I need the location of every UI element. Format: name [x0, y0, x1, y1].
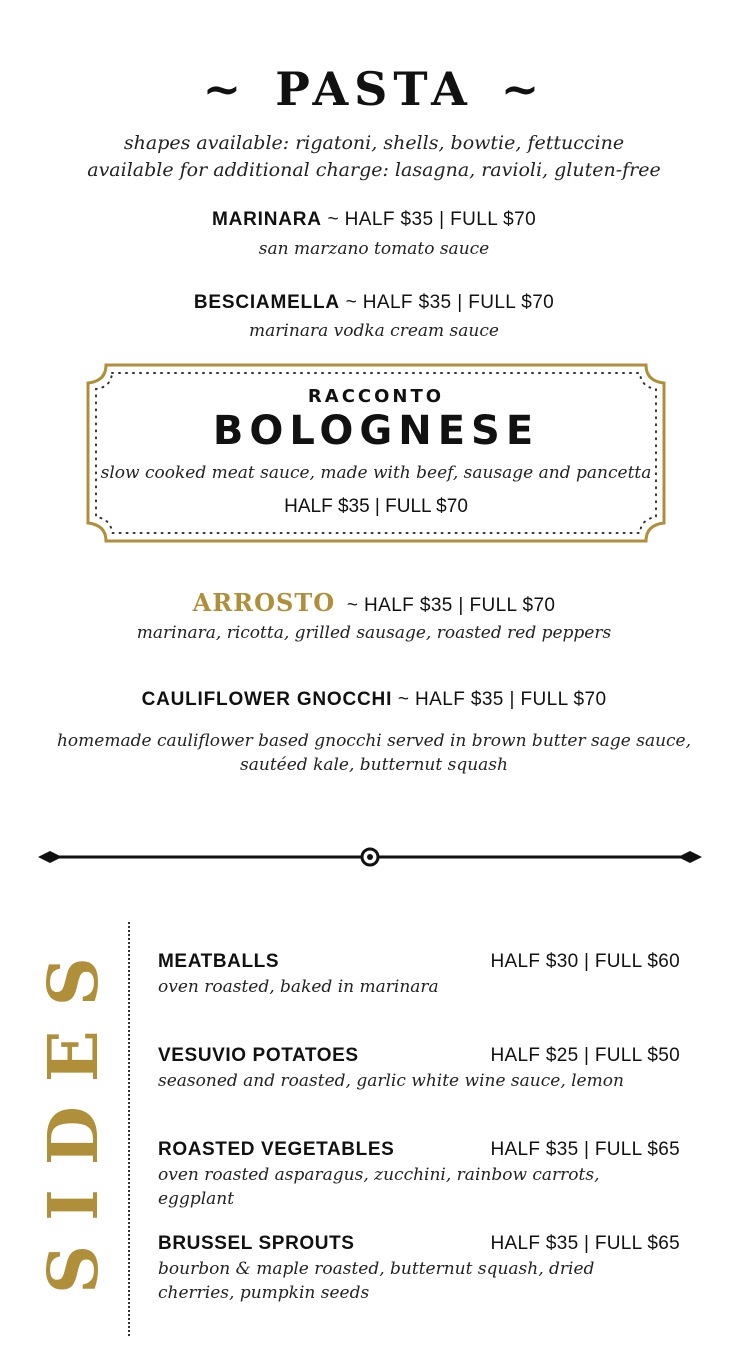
item-price: HALF $35 | FULL $70	[362, 292, 555, 313]
side-name: ROASTED VEGETABLES	[158, 1139, 395, 1160]
item-name: MARINARA	[211, 209, 322, 230]
side-item-meatballs	[158, 951, 680, 999]
item-separator: ~	[345, 292, 358, 313]
side-name: VESUVIO POTATOES	[158, 1045, 359, 1066]
item-name: CAULIFLOWER GNOCCHI	[141, 689, 393, 710]
title-ornament-right: ~	[500, 62, 546, 116]
item-separator: ~	[397, 689, 410, 710]
featured-item-bolognese	[86, 363, 666, 543]
item-description: marinara vodka cream sauce	[249, 321, 499, 341]
featured-kicker: RACCONTO	[307, 386, 445, 407]
side-name: BRUSSEL SPROUTS	[158, 1233, 355, 1254]
featured-price: HALF $35 | FULL $70	[284, 496, 468, 517]
page-title	[0, 62, 748, 116]
sides-dotted-rule	[128, 922, 130, 1336]
side-item-brussel-sprouts	[158, 1233, 680, 1305]
subtitle-additional: available for additional charge: lasagna, ravioli, gluten-free	[87, 159, 661, 181]
item-description-line-1: homemade cauliflower based gnocchi served in brown butter sage sauce,	[56, 731, 692, 751]
item-description: san marzano tomato sauce	[258, 239, 490, 259]
featured-description: slow cooked meat sauce, made with beef, sausage and pancetta	[100, 463, 652, 483]
side-name: MEATBALLS	[158, 951, 280, 972]
menu-item-cauliflower-gnocchi	[0, 689, 748, 711]
sides-heading-text: SIDES	[34, 933, 114, 1294]
subtitle-shapes: shapes available: rigatoni, shells, bowtie, fettuccine	[123, 132, 625, 154]
side-price: HALF $35 | FULL $65	[490, 1233, 680, 1254]
side-price: HALF $25 | FULL $50	[490, 1045, 680, 1066]
sides-heading	[34, 933, 114, 1294]
item-name: ARROSTO	[192, 588, 336, 617]
title-text: PASTA	[275, 62, 473, 116]
side-price: HALF $30 | FULL $60	[490, 951, 680, 972]
side-price: HALF $35 | FULL $65	[490, 1139, 680, 1160]
item-description: marinara, ricotta, grilled sausage, roasted red peppers	[136, 623, 612, 643]
side-description: bourbon & maple roasted, butternut squash, dried cherries, pumpkin seeds	[158, 1259, 595, 1303]
side-item-vesuvio-potatoes	[158, 1045, 680, 1093]
featured-title: BOLOGNESE	[212, 408, 540, 454]
item-separator: ~	[327, 209, 339, 230]
item-separator: ~	[346, 595, 359, 616]
menu-item-arrosto	[0, 588, 748, 617]
side-description: oven roasted, baked in marinara	[158, 977, 439, 997]
item-description-line-2: sautéed kale, butternut squash	[240, 755, 508, 775]
side-description: oven roasted asparagus, zucchini, rainbow carrots, eggplant	[158, 1165, 600, 1209]
ornamental-divider	[36, 843, 704, 871]
title-ornament-left: ~	[202, 62, 248, 116]
menu-item-marinara	[0, 209, 748, 231]
menu-item-besciamella	[0, 292, 748, 314]
item-price: HALF $35 | FULL $70	[344, 209, 537, 230]
item-price: HALF $35 | FULL $70	[415, 689, 607, 710]
side-description: seasoned and roasted, garlic white wine sauce, lemon	[158, 1071, 624, 1091]
item-name: BESCIAMELLA	[193, 292, 340, 313]
side-item-roasted-vegetables	[158, 1139, 680, 1211]
item-price: HALF $35 | FULL $70	[364, 595, 556, 616]
